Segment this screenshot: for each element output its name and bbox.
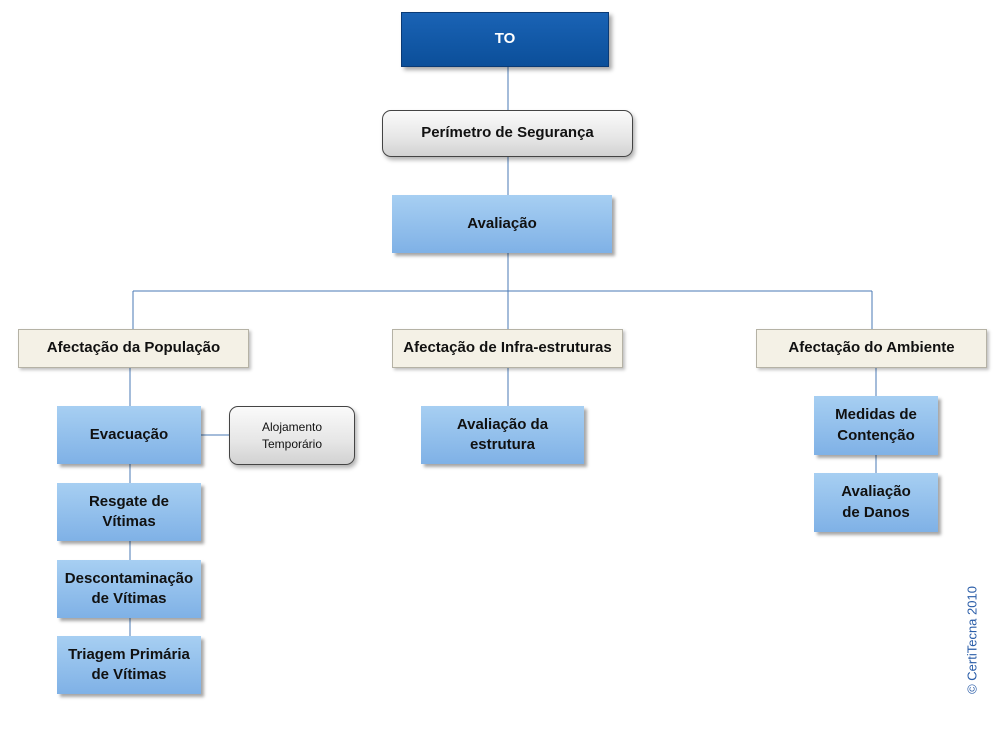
node-evacuacao-label: Evacuação (89, 425, 169, 443)
node-afectacao-populacao (18, 329, 249, 368)
node-descontaminacao-vitimas (57, 560, 201, 618)
node-descontaminacao-label: Descontaminação de Vítimas (64, 569, 194, 607)
node-avaliacao (392, 195, 612, 253)
node-avaliacao-danos-label: Avaliação de Danos (841, 483, 911, 521)
node-triagem-primaria (57, 636, 201, 694)
node-afectacao-infra-label: Afectação de Infra-estruturas (403, 339, 612, 357)
node-afectacao-ambiente (756, 329, 987, 368)
node-to (401, 12, 609, 67)
copyright-text: © CertiTecna 2010 (964, 586, 980, 694)
node-evacuacao (57, 406, 201, 464)
node-resgate-label: Resgate de Vítimas (88, 492, 170, 530)
node-avaliacao-label: Avaliação (467, 214, 537, 232)
node-avaliacao-estrutura (421, 406, 584, 464)
node-medidas-contencao-label: Medidas de Contenção (835, 406, 917, 444)
node-triagem-label: Triagem Primária de Vítimas (68, 645, 190, 683)
node-resgate-vitimas (57, 483, 201, 541)
node-afectacao-ambiente-label: Afectação do Ambiente (788, 339, 955, 357)
node-medidas-contencao (814, 396, 938, 455)
node-afectacao-infra (392, 329, 623, 368)
node-perimetro-seguranca (382, 110, 633, 157)
node-alojamento-temporario (229, 406, 355, 465)
node-alojamento-label: Alojamento Temporário (261, 420, 323, 451)
node-avaliacao-estrutura-label: Avaliação da estrutura (456, 415, 549, 453)
node-perimetro-label: Perímetro de Segurança (421, 124, 594, 142)
node-avaliacao-danos (814, 473, 938, 532)
node-to-label: TO (494, 30, 516, 48)
node-afectacao-populacao-label: Afectação da População (46, 339, 221, 357)
